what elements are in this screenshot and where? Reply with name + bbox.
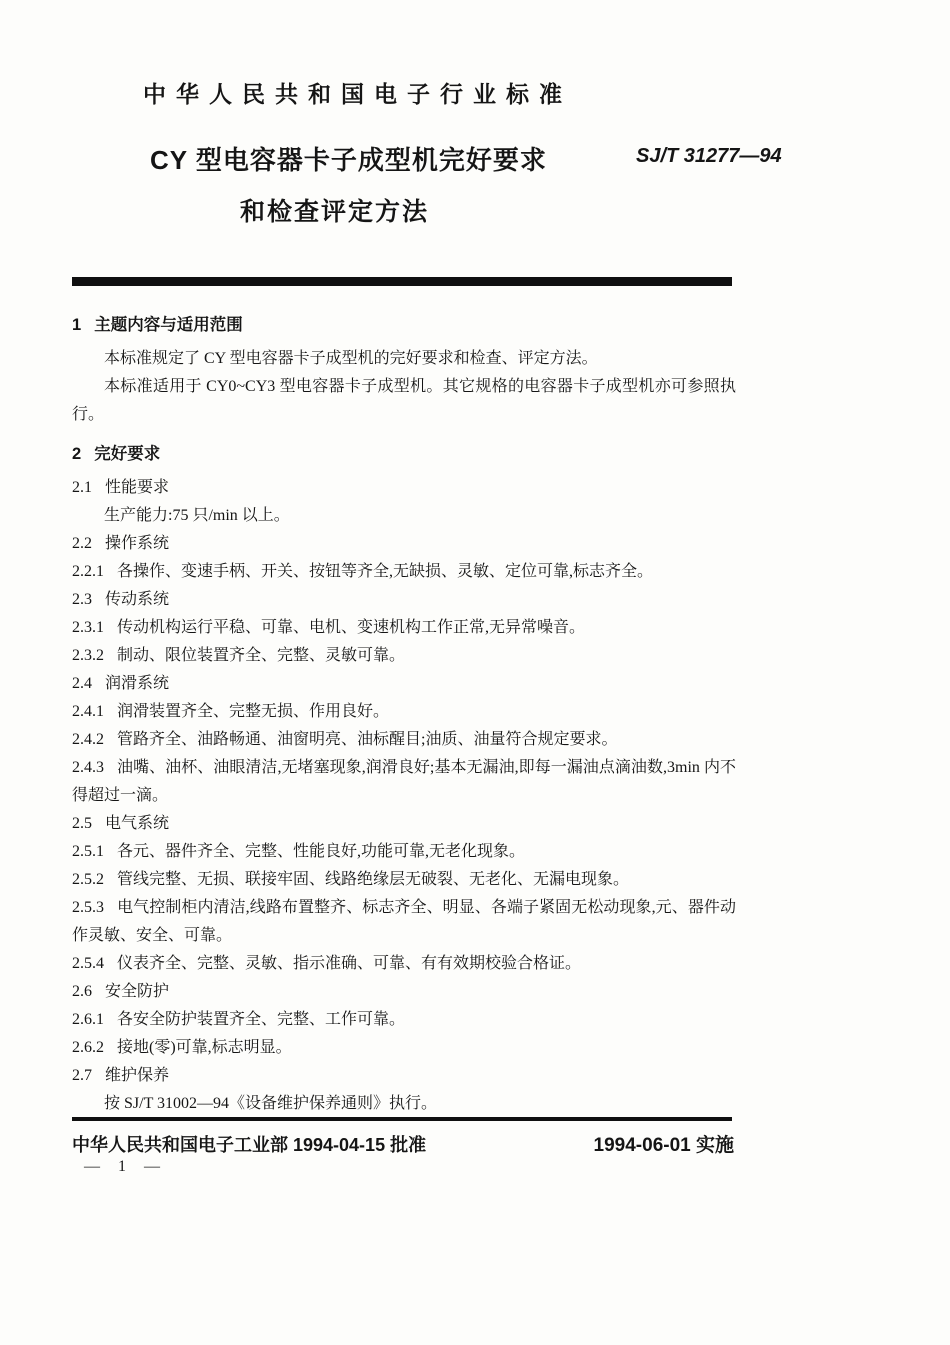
paragraph: 生产能力:75 只/min 以上。	[104, 507, 290, 524]
clause-line	[72, 614, 736, 642]
clause-line	[72, 866, 736, 894]
clause-line	[72, 586, 736, 614]
clause-text: 管线完整、无损、联接牢固、线路绝缘层无破裂、无老化、无漏电现象。	[117, 871, 630, 888]
clause-line	[72, 642, 736, 670]
clause-text: 润滑装置齐全、完整无损、作用良好。	[117, 703, 390, 720]
section-heading	[72, 311, 736, 339]
clause-line	[72, 1006, 736, 1034]
clause-text: 安全防护	[105, 983, 170, 1000]
clause-text: 润滑系统	[105, 675, 170, 692]
paragraph: 按 SJ/T 31002—94《设备维护保养通则》执行。	[104, 1095, 438, 1112]
footer-divider	[72, 1117, 732, 1121]
clause-number: 2.5.1	[72, 843, 104, 860]
clause-text: 管路齐全、油路畅通、油窗明亮、油标醒目;油质、油量符合规定要求。	[117, 731, 618, 748]
paragraph: 本标准适用于 CY0~CY3 型电容器卡子成型机。其它规格的电容器卡子成型机亦可参照执行。	[72, 378, 736, 423]
clause-text: 制动、限位装置齐全、完整、灵敏可靠。	[117, 647, 406, 664]
clause-number: 2.3.2	[72, 647, 104, 664]
header-divider	[72, 277, 732, 286]
clause-number: 2.4.1	[72, 703, 104, 720]
clause-text: 仪表齐全、完整、灵敏、指示准确、可靠、有有效期校验合格证。	[117, 955, 582, 972]
clause-line	[72, 558, 736, 586]
clause-text: 完好要求	[94, 445, 161, 463]
standard-number: SJ/T 31277—94	[636, 145, 782, 167]
clause-line	[72, 726, 736, 754]
clause-text: 主题内容与适用范围	[94, 316, 243, 334]
clause-number: 2.4	[72, 675, 92, 692]
clause-number: 2.6.2	[72, 1039, 104, 1056]
clause-line	[72, 950, 736, 978]
footer	[72, 1130, 734, 1157]
clause-line	[72, 1034, 736, 1062]
clause-number: 2.4.3	[72, 759, 104, 776]
clause-text: 操作系统	[105, 535, 170, 552]
clause-number: 2.3	[72, 591, 92, 608]
clause-line	[72, 474, 736, 502]
clause-line	[72, 1062, 736, 1090]
clause-number: 2.1	[72, 479, 92, 496]
clause-number: 2.6	[72, 983, 92, 1000]
clause-text: 各元、器件齐全、完整、性能良好,功能可靠,无老化现象。	[117, 843, 526, 860]
clause-line	[72, 698, 736, 726]
clause-text: 电气系统	[105, 815, 170, 832]
clause-text: 接地(零)可靠,标志明显。	[117, 1039, 292, 1056]
clause-number: 2.5.3	[72, 899, 104, 916]
clause-text: 传动机构运行平稳、可靠、电机、变速机构工作正常,无异常噪音。	[117, 619, 586, 636]
paragraph: 本标准规定了 CY 型电容器卡子成型机的完好要求和检查、评定方法。	[104, 350, 598, 367]
clause-text: 各安全防护装置齐全、完整、工作可靠。	[117, 1011, 406, 1028]
clause-text: 传动系统	[105, 591, 170, 608]
clause-line	[72, 978, 736, 1006]
clause-number: 2.5.2	[72, 871, 104, 888]
implementation-note: 1994-06-01 实施	[593, 1135, 734, 1156]
clause-number: 2.7	[72, 1067, 92, 1084]
clause-text: 油嘴、油杯、油眼清洁,无堵塞现象,润滑良好;基本无漏油,即每一漏油点滴油数,3min 内不得超过一滴。	[72, 759, 736, 804]
clause-line	[72, 838, 736, 866]
clause-line	[72, 670, 736, 698]
clause-text: 电气控制柜内清洁,线路布置整齐、标志齐全、明显、各端子紧固无松动现象,元、器件动作灵敏、安全、可靠。	[72, 899, 736, 944]
clause-number: 2.2	[72, 535, 92, 552]
clause-line	[72, 754, 736, 810]
clause-number: 2.5	[72, 815, 92, 832]
section-heading	[72, 440, 736, 468]
standard-title-line2: 和检查评定方法	[240, 198, 430, 226]
clause-text: 维护保养	[105, 1067, 170, 1084]
clause-line	[72, 894, 736, 950]
clause-line	[72, 810, 736, 838]
standard-title-line1: CY 型电容器卡子成型机完好要求	[150, 145, 547, 175]
clause-number: 2.6.1	[72, 1011, 104, 1028]
clause-number: 2.2.1	[72, 563, 104, 580]
approval-note: 中华人民共和国电子工业部 1994-04-15 批准	[72, 1135, 427, 1155]
clause-number: 2.4.2	[72, 731, 104, 748]
clause-text: 性能要求	[105, 479, 170, 496]
clause-text: 各操作、变速手柄、开关、按钮等齐全,无缺损、灵敏、定位可靠,标志齐全。	[117, 563, 654, 580]
clause-number: 2.5.4	[72, 955, 104, 972]
standard-category-header: 中华人民共和国电子行业标准	[143, 81, 572, 107]
document-body	[72, 300, 736, 1118]
clause-number: 1	[72, 316, 82, 334]
clause-number: 2.3.1	[72, 619, 104, 636]
clause-number: 2	[72, 445, 82, 463]
page-number: — 1 —	[84, 1158, 167, 1175]
clause-line	[72, 530, 736, 558]
